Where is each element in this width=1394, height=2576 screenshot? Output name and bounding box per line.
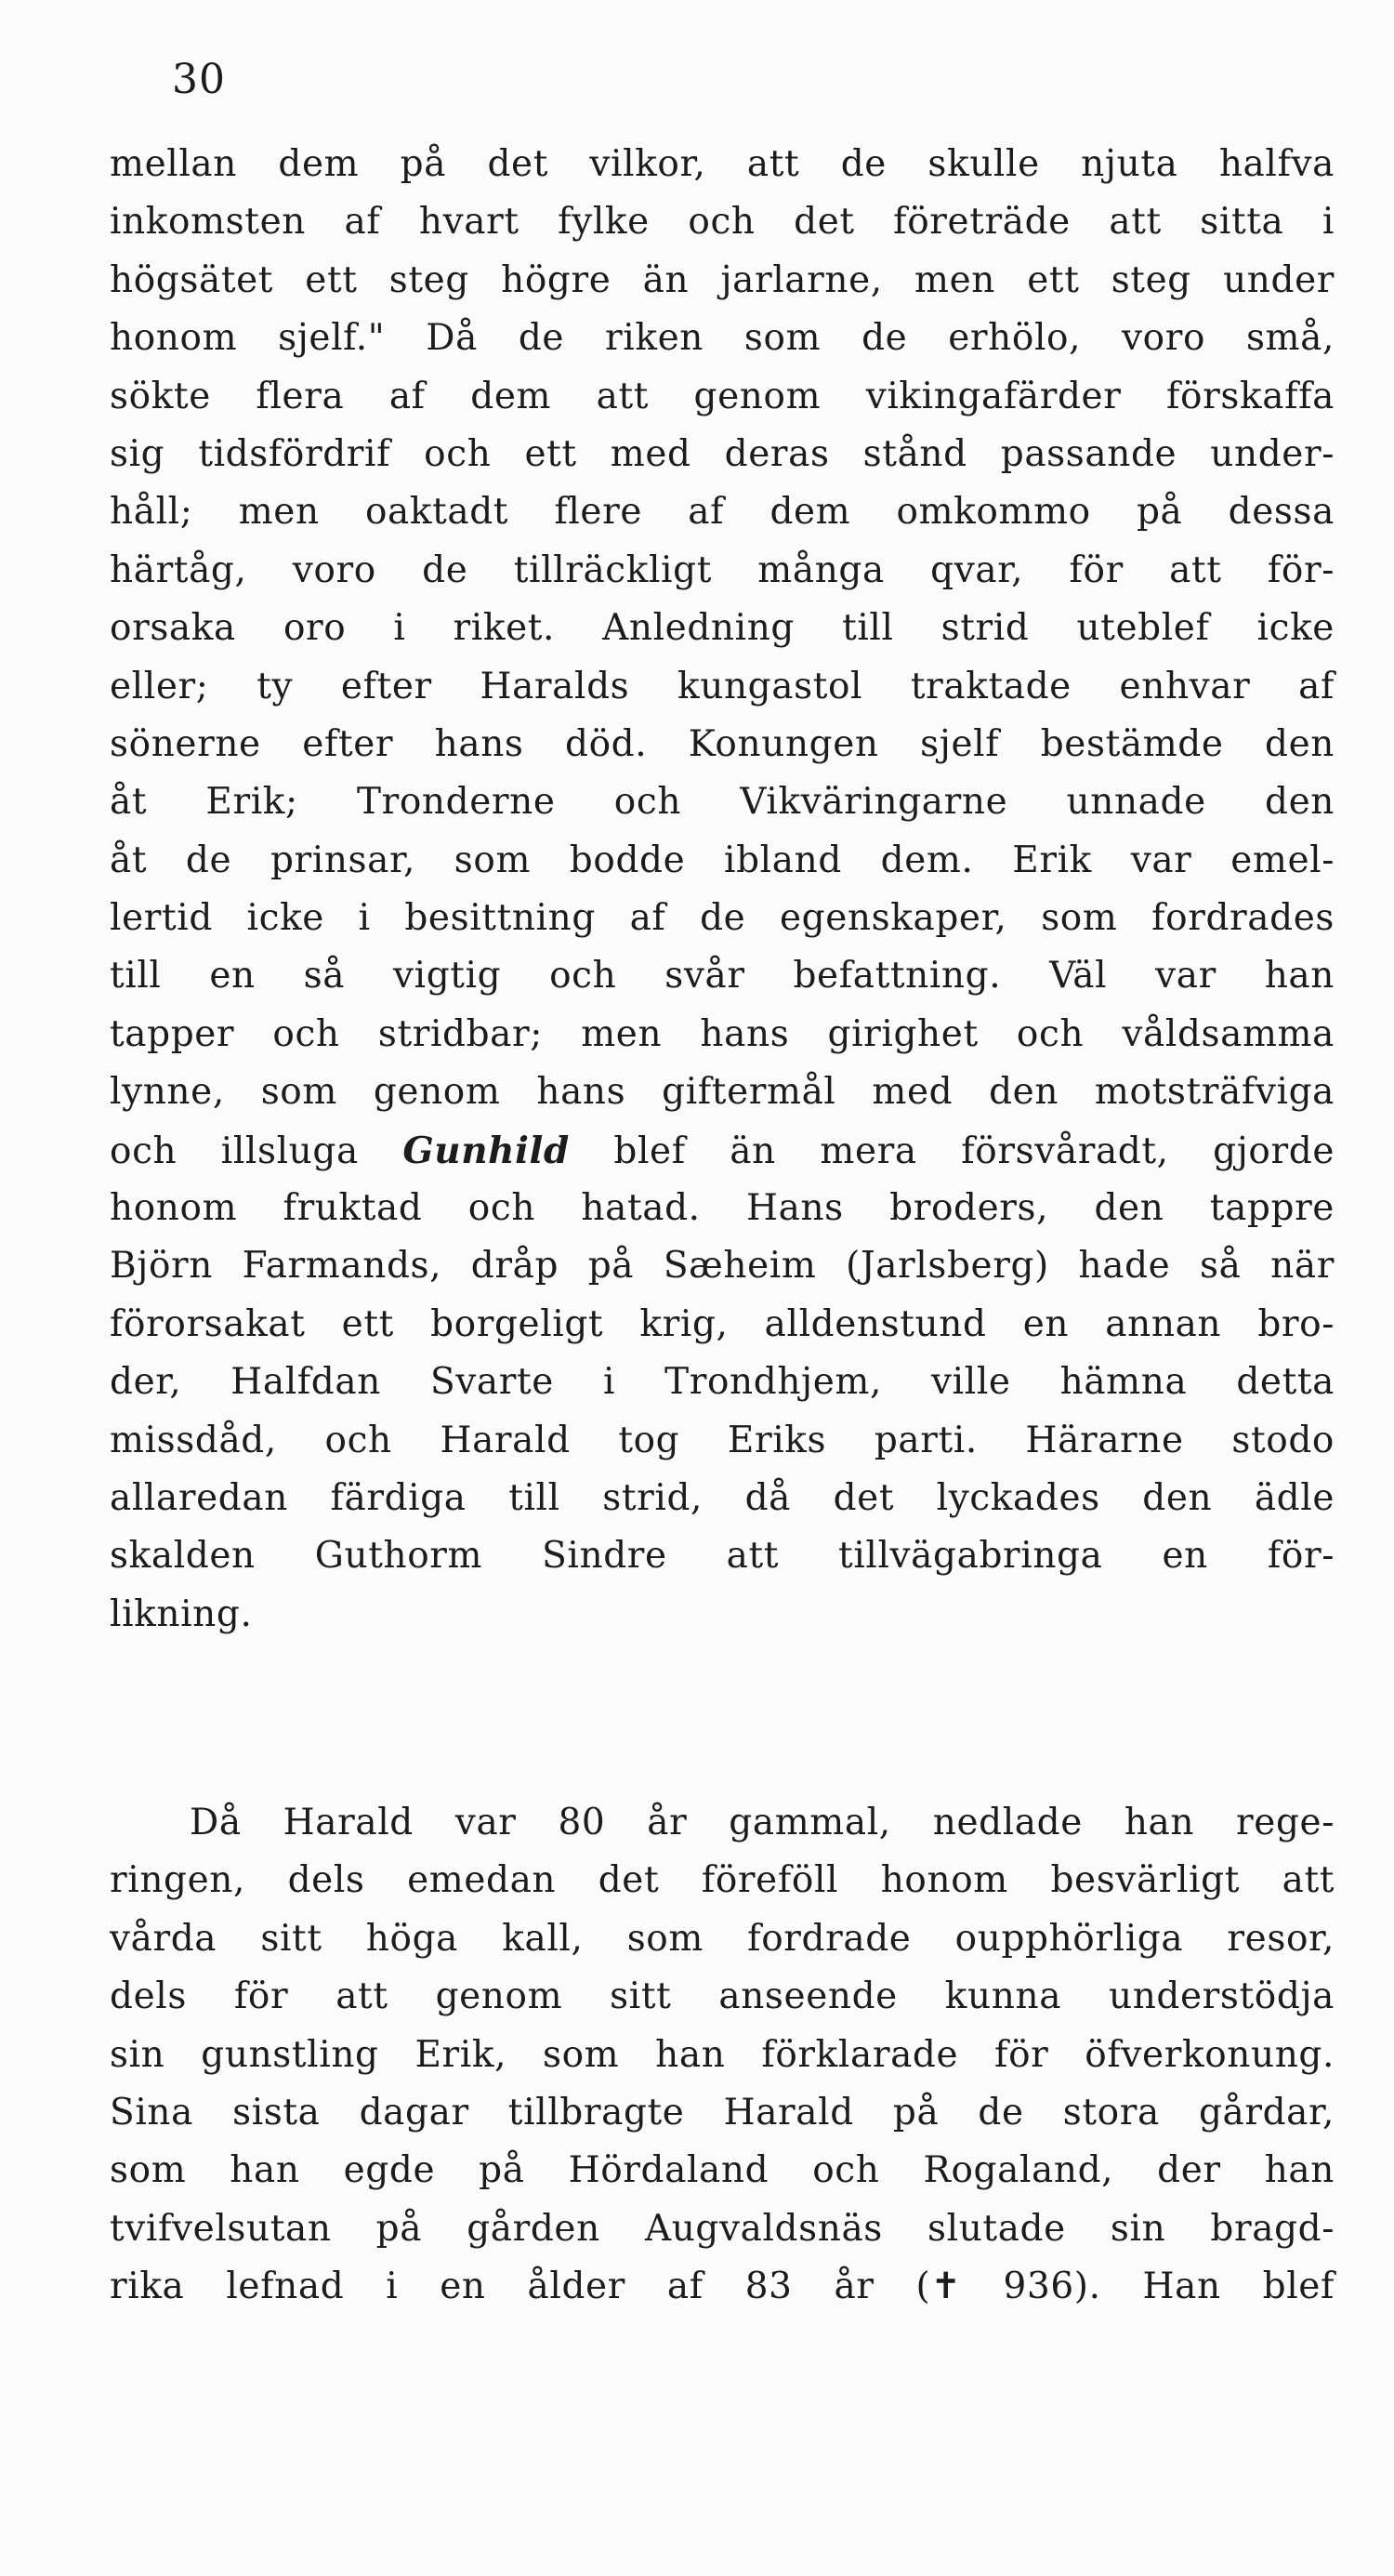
text-line: härtåg, voro de tillräckligt många qvar, för att för- (110, 548, 1335, 591)
text-line: ringen, dels emedan det föreföll honom besvärligt att (110, 1859, 1335, 1902)
text-line: åt de prinsar, som bodde ibland dem. Erik var emel- (110, 839, 1335, 881)
text-line: skalden Guthorm Sindre att tillvägabringa en för- (110, 1535, 1335, 1578)
text-line: förorsakat ett borgeligt krig, alldenstund en annan bro- (110, 1302, 1335, 1345)
text-line: som han egde på Hördaland och Rogaland, der han (110, 2149, 1335, 2192)
text-line: Björn Farmands, dråp på Sæheim (Jarlsberg) hade så när (110, 1245, 1335, 1288)
text-line: sig tidsfördrif och ett med deras stånd passande under- (110, 432, 1335, 475)
text-line: honom fruktad och hatad. Hans broders, den tappre (110, 1187, 1335, 1230)
text-line: sökte flera af dem att genom vikingafärder förskaffa (110, 375, 1335, 417)
page-number: 30 (172, 56, 226, 103)
text-line: dels för att genom sitt anseende kunna understödja (110, 1975, 1335, 2018)
text-line: eller; ty efter Haralds kungastol traktade enhvar af (110, 665, 1335, 707)
text-line: Då Harald var 80 år gammal, nedlade han rege- (190, 1802, 1335, 1843)
text-line: allaredan färdiga till strid, då det lyckades den ädle (110, 1476, 1335, 1519)
text-line: håll; men oaktadt flere af dem omkommo på dessa (110, 491, 1335, 534)
text-line: der, Halfdan Svarte i Trondhjem, ville hämna detta (110, 1361, 1335, 1404)
text-line: till en så vigtig och svår befattning. Väl var han (110, 955, 1335, 997)
text-line: åt Erik; Tronderne och Vikväringarne unnade den (110, 781, 1335, 824)
text-line: orsaka oro i riket. Anledning till strid uteblef icke (110, 607, 1335, 650)
text-line: och illsluga Gunhild blef än mera försvåradt, gjorde (110, 1129, 1335, 1172)
text-line: vårda sitt höga kall, som fordrade oupphörliga resor, (110, 1917, 1335, 1960)
text-line: Sina sista dagar tillbragte Harald på de stora gårdar, (110, 2091, 1335, 2133)
text-line: honom sjelf." Då de riken som de erhölo, voro små, (110, 317, 1335, 360)
text-line: inkomsten af hvart fylke och det företräde att sitta i (110, 201, 1335, 244)
text-line: lynne, som genom hans giftermål med den motsträfviga (110, 1071, 1335, 1114)
emphasized-name: Gunhild (402, 1129, 570, 1172)
paragraph-2 (110, 1794, 1335, 2317)
text-line: högsätet ett steg högre än jarlarne, men ett steg under (110, 258, 1335, 301)
text-line: missdåd, och Harald tog Eriks parti. Härarne stodo (110, 1419, 1335, 1461)
text-line: mellan dem på det vilkor, att de skulle njuta halfva (110, 143, 1335, 185)
paragraph-1 (110, 136, 1335, 1644)
text-line: sin gunstling Erik, som han förklarade för öfverkonung. (110, 2033, 1335, 2076)
text-line: rika lefnad i en ålder af 83 år (✝ 936). Han blef (110, 2266, 1335, 2308)
text-line: lertid icke i besittning af de egenskaper, som fordrades (110, 897, 1335, 940)
text-line: sönerne efter hans död. Konungen sjelf bestämde den (110, 722, 1335, 765)
text-line: tapper och stridbar; men hans girighet och våldsamma (110, 1012, 1335, 1055)
text-line: tvifvelsutan på gården Augvaldsnäs slutade sin bragd- (110, 2207, 1335, 2250)
text-line: likning. (110, 1592, 253, 1635)
